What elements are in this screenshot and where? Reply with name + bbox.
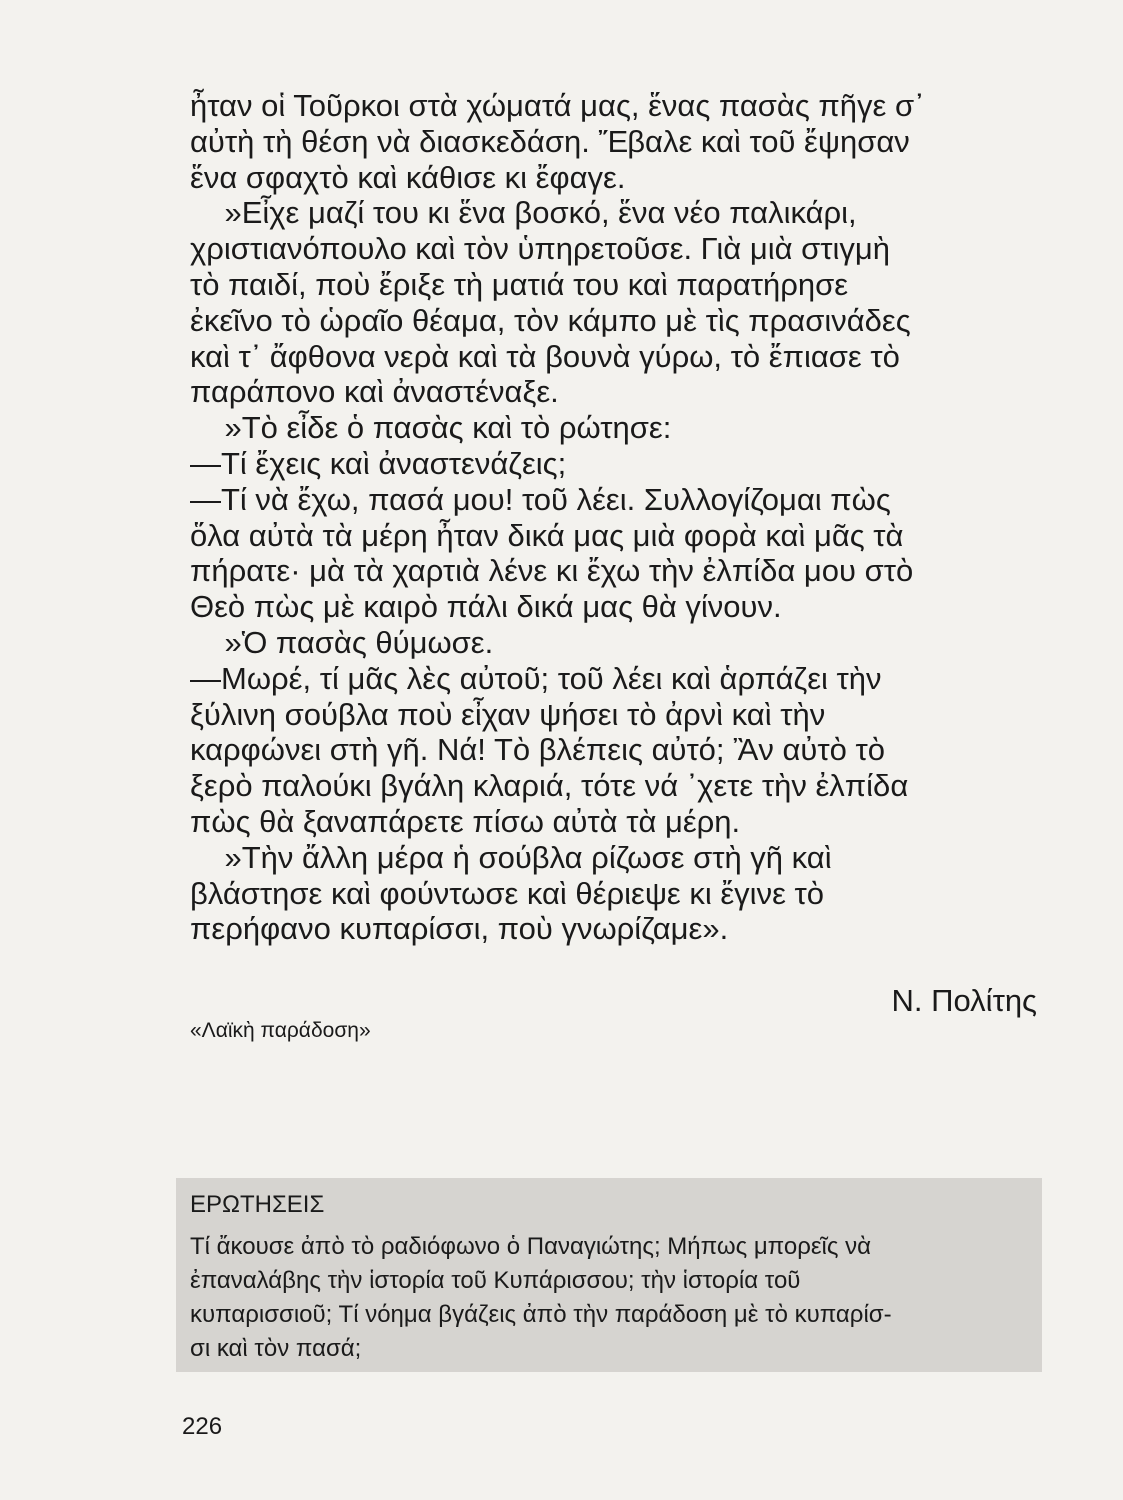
story-line: καρφώνει στὴ γῆ. Νά! Τὸ βλέπεις αὐτό; Ἂν αὐτὸ τὸ [190, 732, 885, 768]
story-line: —Μωρέ, τί μᾶς λὲς αὐτοῦ; τοῦ λέει καὶ ἁρπάζει τὴν [190, 660, 882, 696]
question-line: κυπαρισσιοῦ; Τί νόημα βγάζεις ἀπὸ τὴν παράδοση μὲ τὸ κυπαρίσ- [190, 1301, 892, 1328]
story-line: βλάστησε καὶ φούντωσε καὶ θέριεψε κι ἔγινε τὸ [190, 875, 824, 911]
story-line: παράπονο καὶ ἀναστέναξε. [190, 374, 559, 410]
story-line: »Εἶχε μαζί του κι ἕνα βοσκό, ἕνα νέο παλικάρι, [190, 195, 857, 231]
story-line: πὼς θὰ ξαναπάρετε πίσω αὐτὰ τὰ μέρη. [190, 803, 741, 839]
page-number: 226 [182, 1413, 223, 1440]
questions-title: ΕΡΩΤΗΣΕΙΣ [190, 1191, 325, 1218]
story-line: τὸ παιδί, ποὺ ἔριξε τὴ ματιά του καὶ παρατήρησε [190, 266, 849, 302]
story-line: πήρατε· μὰ τὰ χαρτιὰ λένε κι ἔχω τὴν ἐλπίδα μου στὸ [190, 553, 914, 589]
story-line: ξύλινη σούβλα ποὺ εἶχαν ψήσει τὸ ἀρνὶ καὶ τὴν [190, 696, 826, 732]
story-line: ἕνα σφαχτὸ καὶ κάθισε κι ἔφαγε. [190, 159, 626, 195]
story-line: —Τί νὰ ἔχω, πασά μου! τοῦ λέει. Συλλογίζομαι πὼς [190, 481, 891, 517]
story-line: χριστιανόπουλο καὶ τὸν ὑπηρετοῦσε. Γιὰ μιὰ στιγμὴ [190, 231, 890, 267]
question-line: ἐπαναλάβης τὴν ἱστορία τοῦ Κυπάρισσου; τὴν ἱστορία τοῦ [190, 1267, 801, 1294]
story-line: »Τὸ εἶδε ὁ πασὰς καὶ τὸ ρώτησε: [190, 410, 672, 446]
story-line: ξερὸ παλούκι βγάλη κλαριά, τότε νά ᾽χετε τὴν ἐλπίδα [190, 768, 909, 804]
author-signature: Ν. Πολίτης [891, 983, 1037, 1018]
story-line: ἦταν οἱ Τοῦρκοι στὰ χώματά μας, ἕνας πασὰς πῆγε σ᾽ [190, 88, 925, 123]
source-note: «Λαϊκὴ παράδοση» [190, 1019, 371, 1042]
story-line: »Ὁ πασὰς θύμωσε. [190, 624, 494, 660]
story-line: ἐκεῖνο τὸ ὡραῖο θέαμα, τὸν κάμπο μὲ τὶς πρασινάδες [190, 302, 911, 338]
story-line: αὐτὴ τὴ θέση νὰ διασκεδάση. Ἔβαλε καὶ τοῦ ἔψησαν [190, 123, 910, 159]
questions-box [176, 1178, 1042, 1372]
story-line: —Τί ἔχεις καὶ ἀναστενάζεις; [190, 445, 567, 481]
story-line: ὅλα αὐτὰ τὰ μέρη ἦταν δικά μας μιὰ φορὰ καὶ μᾶς τὰ [190, 517, 904, 553]
story-line: περήφανο κυπαρίσσι, ποὺ γνωρίζαμε». [190, 911, 729, 947]
story-line: Θεὸ πὼς μὲ καιρὸ πάλι δικά μας θὰ γίνουν. [190, 589, 782, 625]
question-line: Τί ἄκουσε ἀπὸ τὸ ραδιόφωνο ὁ Παναγιώτης; Μήπως μπορεῖς νὰ [190, 1233, 871, 1260]
story-line: καὶ τ᾽ ἄφθονα νερὰ καὶ τὰ βουνὰ γύρω, τὸ ἔπιασε τὸ [190, 338, 900, 374]
question-line: σι καὶ τὸν πασά; [190, 1335, 362, 1362]
story-line: »Τὴν ἄλλη μέρα ἡ σούβλα ρίζωσε στὴ γῆ καὶ [190, 839, 832, 875]
story-text [190, 88, 1048, 947]
